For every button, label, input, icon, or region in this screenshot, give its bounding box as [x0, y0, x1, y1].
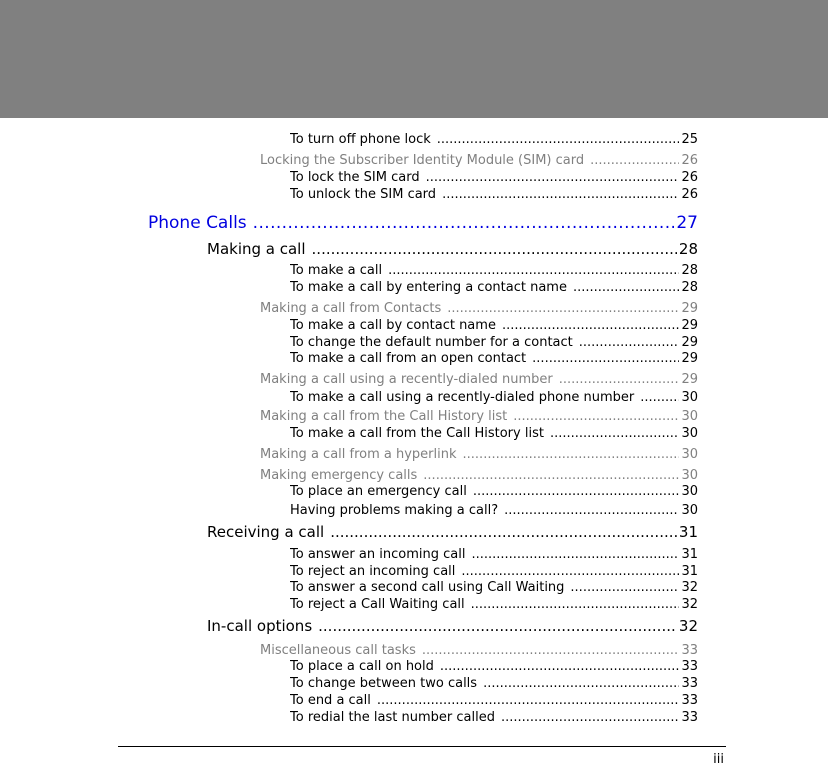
toc-leader: [437, 131, 680, 148]
toc-leader: [483, 675, 679, 692]
toc-entry[interactable]: [260, 642, 698, 659]
toc-entry-title: To make a call from an open contact: [290, 351, 527, 366]
toc-entry-title: To make a call by contact name: [290, 318, 496, 333]
toc-entry[interactable]: [290, 709, 698, 726]
toc-entry[interactable]: [290, 483, 698, 500]
toc-entry[interactable]: [290, 563, 698, 580]
toc-entry[interactable]: [290, 334, 698, 351]
toc-entry[interactable]: [290, 279, 698, 296]
header-bar: [0, 0, 828, 118]
toc-entry-title: To change between two calls: [290, 676, 478, 691]
toc-entry[interactable]: [290, 692, 698, 709]
toc-entry-title: In-call options: [207, 617, 313, 635]
toc-leader: [253, 212, 675, 234]
toc-entry-title: To reject an incoming call: [290, 564, 456, 579]
toc-entry-page: 29: [681, 301, 698, 316]
toc-leader: [318, 616, 677, 636]
toc-entry-title: To make a call using a recently-dialed phone number: [290, 390, 635, 405]
toc-entry[interactable]: [290, 658, 698, 675]
toc-entry-title: Locking the Subscriber Identity Module (SIM) card: [260, 153, 585, 168]
toc-leader: [312, 239, 677, 259]
toc-leader: [388, 262, 679, 279]
toc-entry-page: 33: [681, 676, 698, 691]
toc-entry-title: Making emergency calls: [260, 468, 418, 483]
toc-entry[interactable]: [290, 502, 698, 519]
toc-leader: [461, 563, 679, 580]
toc-leader: [579, 334, 680, 351]
toc-entry-page: 31: [678, 523, 698, 541]
toc-entry-page: 29: [681, 351, 698, 366]
toc-leader: [447, 300, 679, 317]
page-number: iii: [713, 752, 724, 767]
toc-leader: [532, 350, 679, 367]
toc-entry[interactable]: [260, 371, 698, 388]
toc-entry-page: 30: [681, 426, 698, 441]
toc-entry-title: To make a call by entering a contact name: [290, 280, 567, 295]
toc-entry-page: 25: [681, 132, 698, 147]
toc-entry[interactable]: [290, 579, 698, 596]
toc-entry[interactable]: [290, 350, 698, 367]
toc-entry-title: To turn off phone lock: [290, 132, 431, 147]
toc-entry[interactable]: [260, 446, 698, 463]
toc-entry-title: To unlock the SIM card: [290, 187, 437, 202]
toc-entry-title: To lock the SIM card: [290, 170, 420, 185]
toc-leader: [423, 467, 679, 484]
toc-leader: [640, 389, 679, 406]
toc-entry-title: Making a call from Contacts: [260, 301, 442, 316]
toc-entry-title: To make a call from the Call History list: [290, 426, 544, 441]
toc-entry[interactable]: [290, 596, 698, 613]
toc-entry-page: 27: [676, 213, 698, 233]
toc-entry[interactable]: [260, 152, 698, 169]
toc-entry-title: Making a call from the Call History list: [260, 409, 508, 424]
toc-entry[interactable]: [260, 408, 698, 425]
toc-entry-page: 30: [681, 447, 698, 462]
toc-entry-page: 26: [681, 187, 698, 202]
toc-leader: [573, 279, 680, 296]
toc-entry-page: 33: [681, 693, 698, 708]
toc-entry[interactable]: [290, 675, 698, 692]
toc-entry-page: 26: [681, 170, 698, 185]
toc-entry-page: 32: [681, 597, 698, 612]
toc-entry-title: Making a call from a hyperlink: [260, 447, 457, 462]
toc-entry-page: 30: [681, 503, 698, 518]
toc-entry-page: 32: [678, 617, 698, 635]
toc-entry-page: 29: [681, 335, 698, 350]
toc-entry-title: Receiving a call: [207, 523, 325, 541]
toc-entry-title: To reject a Call Waiting call: [290, 597, 465, 612]
toc-leader: [440, 658, 680, 675]
toc-entry[interactable]: [290, 262, 698, 279]
toc-leader: [377, 692, 680, 709]
toc-entry[interactable]: [290, 389, 698, 406]
toc-entry-title: Miscellaneous call tasks: [260, 643, 416, 658]
toc-leader: [426, 169, 680, 186]
toc-leader: [513, 408, 679, 425]
toc-section-entry[interactable]: [207, 239, 698, 259]
toc-leader: [504, 502, 679, 519]
footer-rule: [118, 746, 726, 747]
toc-leader: [570, 579, 679, 596]
toc-leader: [471, 546, 679, 563]
toc-entry-title: To answer an incoming call: [290, 547, 466, 562]
toc-entry-page: 32: [681, 580, 698, 595]
toc-entry-page: 28: [681, 263, 698, 278]
toc-entry-title: Phone Calls: [148, 213, 247, 233]
toc-leader: [422, 642, 680, 659]
toc-entry-page: 28: [681, 280, 698, 295]
toc-entry-page: 30: [681, 390, 698, 405]
toc-leader: [590, 152, 679, 169]
toc-chapter-entry[interactable]: [148, 212, 698, 234]
toc-entry-page: 26: [681, 153, 698, 168]
toc-entry[interactable]: [290, 169, 698, 186]
toc-entry-title: Having problems making a call?: [290, 503, 499, 518]
toc-entry-title: Making a call using a recently-dialed number: [260, 372, 553, 387]
toc-entry-page: 30: [681, 409, 698, 424]
toc-entry-title: To place an emergency call: [290, 484, 467, 499]
toc-entry[interactable]: [290, 186, 698, 203]
toc-entry-page: 33: [681, 643, 698, 658]
toc-entry-title: To place a call on hold: [290, 659, 434, 674]
toc-entry-page: 29: [681, 372, 698, 387]
toc-section-entry[interactable]: [207, 522, 698, 542]
toc-entry[interactable]: [260, 300, 698, 317]
toc-entry-page: 33: [681, 659, 698, 674]
toc-leader: [502, 317, 680, 334]
toc-entry-page: 29: [681, 318, 698, 333]
toc-entry-page: 33: [681, 710, 698, 725]
toc-leader: [330, 522, 677, 542]
toc-entry-page: 30: [681, 468, 698, 483]
toc-entry-title: To redial the last number called: [290, 710, 495, 725]
toc-leader: [471, 596, 680, 613]
toc-entry-page: 28: [678, 240, 698, 258]
toc-entry[interactable]: [290, 546, 698, 563]
toc-leader: [501, 709, 680, 726]
toc-entry[interactable]: [290, 425, 698, 442]
toc-leader: [442, 186, 679, 203]
toc-leader: [463, 446, 680, 463]
toc-entry-page: 31: [681, 564, 698, 579]
toc-entry-page: 30: [681, 484, 698, 499]
toc-entry[interactable]: [290, 131, 698, 148]
toc-entry-title: Making a call: [207, 240, 306, 258]
toc-entry-title: To make a call: [290, 263, 383, 278]
toc-entry[interactable]: [260, 467, 698, 484]
toc-section-entry[interactable]: [207, 616, 698, 636]
toc-entry-title: To end a call: [290, 693, 371, 708]
toc-entry[interactable]: [290, 317, 698, 334]
toc-leader: [550, 425, 680, 442]
toc-entry-title: To change the default number for a contact: [290, 335, 573, 350]
toc-entry-title: To answer a second call using Call Waiting: [290, 580, 565, 595]
toc-leader: [473, 483, 680, 500]
toc-leader: [559, 371, 680, 388]
toc-entry-page: 31: [681, 547, 698, 562]
